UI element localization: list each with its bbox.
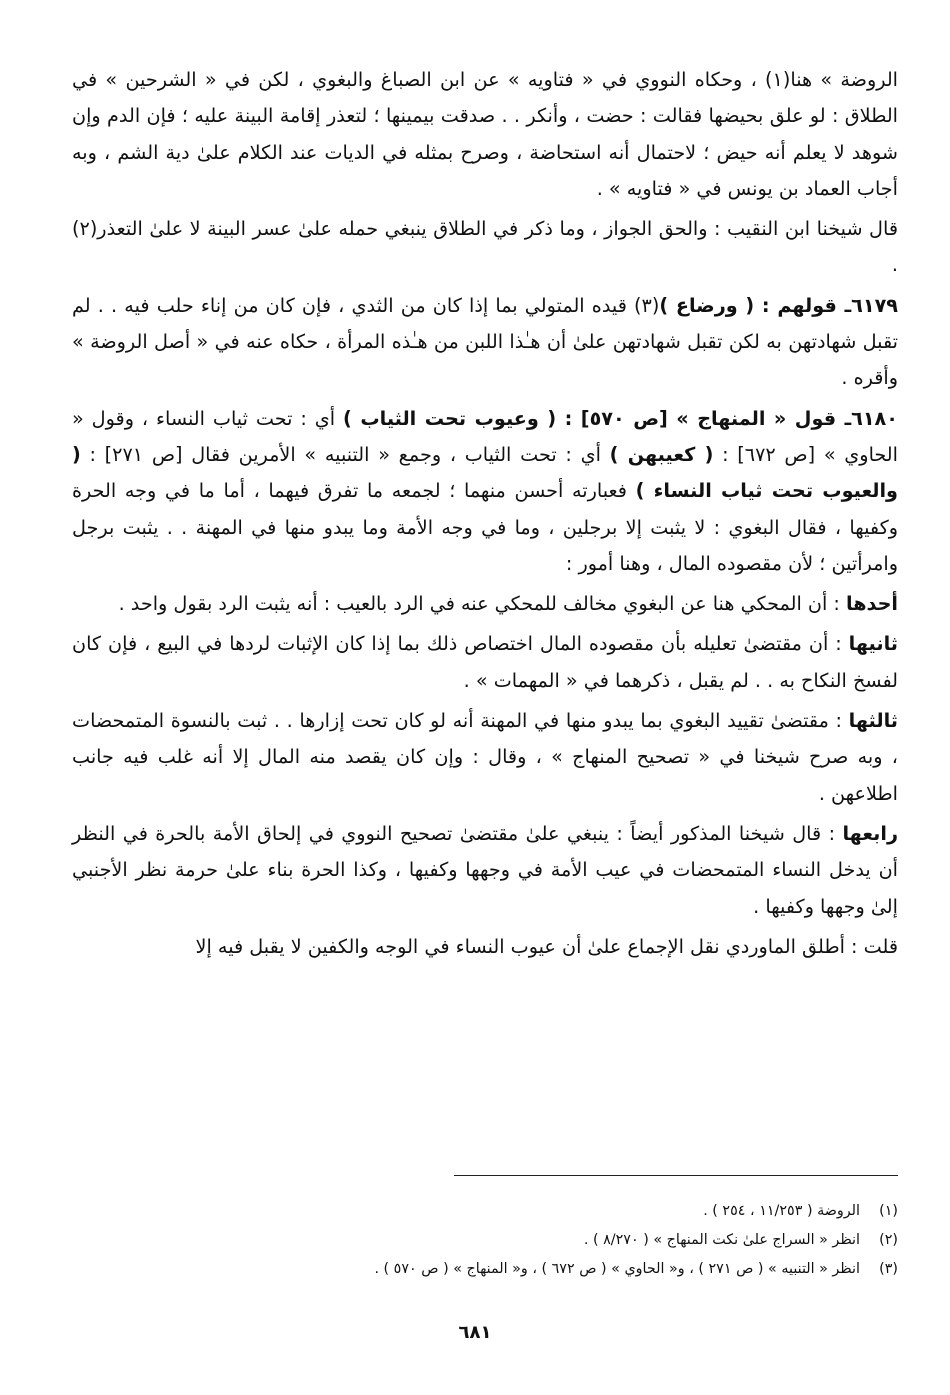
paragraph: [72, 288, 898, 397]
footnote-separator: [454, 1175, 898, 1176]
footnote-text: انظر « السراج علىٰ نكت المنهاج » ( ٨/٢٧٠ ) .: [583, 1232, 860, 1248]
bold-text-run: ثانيها: [848, 632, 898, 656]
bold-text-run: ٦١٧٩ـ قولهم : ( ورضاع ): [659, 293, 898, 317]
footnote-number: (٣): [879, 1261, 898, 1277]
paragraph: [72, 703, 898, 812]
text-run: : أن المحكي هنا عن البغوي مخالف للمحكي عنه في الرد بالعيب : أنه يثبت الرد بقول واحد .: [118, 592, 846, 616]
text-run: قلت : أطلق الماوردي نقل الإجماع علىٰ أن عيوب النساء في الوجه والكفين لا يقبل فيه إلا: [195, 934, 898, 958]
text-run: قال شيخنا ابن النقيب : والحق الجواز ، وما ذكر في الطلاق ينبغي حمله علىٰ عسر البينة لا علىٰ التعذر(٢) .: [72, 217, 898, 277]
footnote: [72, 1197, 898, 1226]
footnote: [72, 1255, 898, 1284]
footnote-number: (٢): [879, 1232, 898, 1248]
footnotes: [72, 1197, 898, 1284]
paragraph: [72, 816, 898, 925]
text-run: : قال شيخنا المذكور أيضاً : ينبغي علىٰ مقتضىٰ تصحيح النووي في إلحاق الأمة بالحرة في النظر أن يدخل النساء المتمحضات في عيب الأمة في وجهها وكفيها ، وكذا الحرة بناء علىٰ حرمة نظر الأجنبي إلىٰ وجهها وكفيها .: [72, 821, 898, 918]
footnote-number: (١): [879, 1203, 898, 1219]
text-run: فعبارته أحسن منهما ؛ لجمعه ما تفرق فيهما ، أما ما في وجه الحرة وكفيها ، فقال البغوي : لا يثبت إلا برجلين ، وما في وجه الأمة وما يبدو منها في المهنة . . يثبت برجل وامرأتين ؛ لأن مقصوده المال ، وهنا أمور :: [72, 479, 898, 575]
paragraph: [72, 211, 898, 284]
page-number: ٦٨١: [458, 1322, 492, 1343]
bold-text-run: أحدها: [846, 592, 898, 616]
bold-text-run: ( والعيوب تحت ثياب النساء ): [72, 442, 898, 503]
paragraph: [72, 929, 898, 965]
main-text: [72, 62, 898, 965]
text-run: أي : تحت ثياب النساء ، وقول « الحاوي » [ص ٦٧٢] :: [72, 406, 898, 466]
text-run: : أن مقتضىٰ تعليله بأن مقصوده المال اختصاص ذلك بما إذا كان الإثبات لردها في البيع ، فإن كان لفسخ النكاح به . . لم يقبل ، ذكرهما في « المهمات » .: [72, 632, 898, 692]
text-run: : مقتضىٰ تقييد البغوي بما يبدو منها في المهنة أنه لو كان تحت إزارها . . ثبت بالنسوة المتمحضات ، وبه صرح شيخنا في « تصحيح المنهاج » ، وقال : وإن كان يقصد منه المال إلا أنه غلب فيه جانب اطلاعهن .: [72, 709, 898, 805]
bold-text-run: ( وعيوب تحت الثياب ): [343, 406, 557, 430]
paragraph: [72, 62, 898, 207]
bold-text-run: ثالثها: [848, 709, 898, 733]
paragraph: [72, 401, 898, 582]
footnote: [72, 1226, 898, 1255]
bold-text-run: ٦١٨٠ـ قول « المنهاج » [ص ٥٧٠] :: [556, 406, 898, 430]
bold-text-run: رابعها: [842, 821, 898, 845]
footnote-text: الروضة ( ١١/٢٥٣ ، ٢٥٤ ) .: [703, 1203, 860, 1219]
paragraph: [72, 626, 898, 699]
paragraph: [72, 586, 898, 622]
footnote-text: انظر « التنبيه » ( ص ٢٧١ ) ، و« الحاوي » ( ص ٦٧٢ ) ، و« المنهاج » ( ص ٥٧٠ ) .: [374, 1261, 860, 1277]
text-run: (٣) قيده المتولي بما إذا كان من الثدي ، فإن كان من إناء حلب فيه . . لم تقبل شهادتهن به لكن تقبل شهادتهن علىٰ أن هـٰذا اللبن من هـٰذه المرأة ، حكاه عنه في « أصل الروضة » وأقره .: [72, 293, 898, 390]
text-run: الروضة » هنا(١) ، وحكاه النووي في « فتاويه » عن ابن الصباغ والبغوي ، لكن في « الشرحين » في الطلاق : لو علق بحيضها فقالت : حضت ، وأنكر . . صدقت بيمينها ؛ لتعذر إقامة البينة عليه ؛ فإن الدم وإن شوهد لا يعلم أنه حيض ؛ لاحتمال أنه استحاضة ، وصرح بمثله في الديات عند الكلام علىٰ دية الشم ، وبه أجاب العماد بن يونس في « فتاويه » .: [72, 68, 898, 200]
bold-text-run: ( كعيبهن ): [609, 442, 714, 466]
text-run: أي : تحت الثياب ، وجمع « التنبيه » الأمرين فقال [ص ٢٧١] :: [80, 442, 610, 466]
